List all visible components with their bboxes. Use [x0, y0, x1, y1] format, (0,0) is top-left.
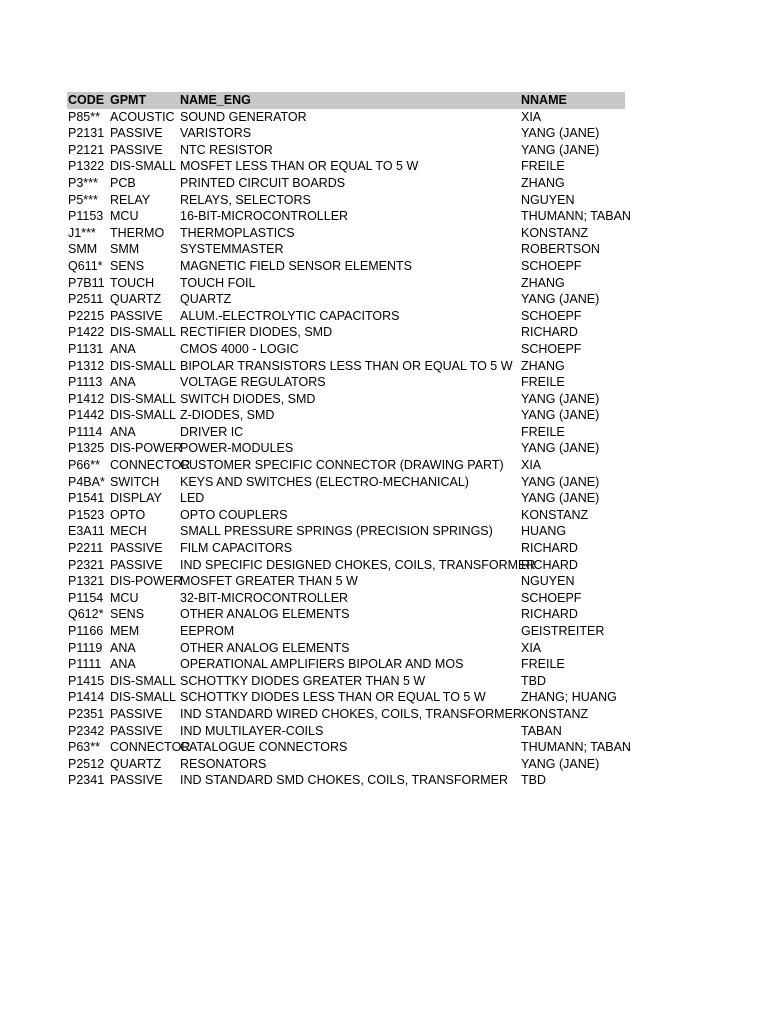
- cell-nname: KONSTANZ: [521, 507, 589, 522]
- table-row: [67, 358, 667, 375]
- cell-gpmt: PASSIVE: [110, 142, 163, 157]
- table-row: [67, 739, 667, 756]
- cell-name-eng: MAGNETIC FIELD SENSOR ELEMENTS: [180, 258, 412, 273]
- cell-code: P1113: [68, 375, 103, 390]
- cell-nname: RICHARD: [521, 607, 578, 622]
- cell-nname: FREILE: [521, 159, 565, 174]
- cell-code: P1412: [68, 391, 105, 406]
- cell-nname: ZHANG: [521, 175, 565, 190]
- table-row: [67, 490, 667, 507]
- cell-gpmt: SMM: [110, 242, 140, 257]
- table-row: [67, 391, 667, 408]
- table-row: [67, 723, 667, 740]
- table-row: [67, 457, 667, 474]
- cell-gpmt: DISPLAY: [110, 491, 162, 506]
- cell-name-eng: RELAYS, SELECTORS: [180, 192, 311, 207]
- cell-nname: SCHOEPF: [521, 341, 582, 356]
- cell-gpmt: DIS-SMALL: [110, 325, 176, 340]
- cell-name-eng: ALUM.-ELECTROLYTIC CAPACITORS: [180, 308, 400, 323]
- cell-gpmt: OPTO: [110, 507, 146, 522]
- cell-nname: FREILE: [521, 657, 565, 672]
- cell-name-eng: CMOS 4000 - LOGIC: [180, 341, 299, 356]
- cell-name-eng: 32-BIT-MICROCONTROLLER: [180, 590, 349, 605]
- cell-code: P63**: [68, 740, 100, 755]
- cell-gpmt: PASSIVE: [110, 773, 163, 788]
- table-row: [67, 275, 667, 292]
- cell-name-eng: POWER-MODULES: [180, 441, 294, 456]
- cell-code: P1166: [68, 624, 104, 638]
- cell-code: J1***: [68, 225, 96, 240]
- cell-nname: YANG (JANE): [521, 474, 600, 489]
- cell-name-eng: OTHER ANALOG ELEMENTS: [180, 640, 350, 655]
- cell-nname: TABAN: [521, 723, 562, 738]
- cell-gpmt: QUARTZ: [110, 292, 162, 307]
- cell-nname: YANG (JANE): [521, 756, 600, 771]
- cell-name-eng: THERMOPLASTICS: [180, 225, 295, 240]
- cell-name-eng: IND MULTILAYER-COILS: [180, 723, 324, 738]
- table-row: [67, 474, 667, 491]
- table-row: [67, 540, 667, 557]
- cell-code: P2211: [68, 541, 104, 556]
- table-row: [67, 640, 667, 657]
- cell-code: P2121: [68, 142, 105, 157]
- cell-nname: THUMANN; TABAN: [521, 209, 631, 224]
- cell-code: P2512: [68, 756, 105, 771]
- cell-gpmt: DIS-SMALL: [110, 690, 176, 705]
- cell-code: P2131: [68, 126, 105, 141]
- cell-nname: XIA: [521, 458, 542, 473]
- table-row: [67, 673, 667, 690]
- cell-name-eng: IND SPECIFIC DESIGNED CHOKES, COILS, TRANSFORMER: [180, 557, 536, 572]
- cell-gpmt: ANA: [110, 341, 136, 356]
- table-row: [67, 158, 667, 175]
- cell-gpmt: RELAY: [110, 192, 151, 207]
- cell-code: P1153: [68, 209, 104, 224]
- table-row: [67, 424, 667, 441]
- table-row: [67, 590, 667, 607]
- cell-name-eng: OPERATIONAL AMPLIFIERS BIPOLAR AND MOS: [180, 657, 464, 672]
- cell-code: P1312: [68, 358, 105, 373]
- table-row: [67, 656, 667, 673]
- cell-code: P1422: [68, 325, 105, 340]
- cell-code: P85**: [68, 109, 100, 124]
- cell-nname: SCHOEPF: [521, 308, 582, 323]
- cell-gpmt: SWITCH: [110, 474, 160, 489]
- table-row: [67, 623, 667, 640]
- cell-name-eng: SYSTEMMASTER: [180, 242, 284, 257]
- cell-name-eng: OPTO COUPLERS: [180, 507, 288, 522]
- cell-name-eng: MOSFET LESS THAN OR EQUAL TO 5 W: [180, 159, 419, 174]
- cell-code: Q612*: [68, 607, 104, 622]
- cell-code: P4BA*: [68, 474, 105, 489]
- cell-gpmt: ANA: [110, 375, 136, 390]
- cell-name-eng: SWITCH DIODES, SMD: [180, 391, 316, 406]
- cell-code: P2351: [68, 706, 105, 721]
- cell-nname: GEISTREITER: [521, 624, 605, 638]
- cell-gpmt: PASSIVE: [110, 557, 163, 572]
- table-row: [67, 241, 667, 258]
- table-row: [67, 706, 667, 723]
- cell-name-eng: LED: [180, 491, 205, 506]
- cell-name-eng: SCHOTTKY DIODES LESS THAN OR EQUAL TO 5 W: [180, 690, 486, 705]
- cell-code: P1325: [68, 441, 105, 456]
- cell-nname: ZHANG; HUANG: [521, 690, 617, 705]
- cell-name-eng: TOUCH FOIL: [180, 275, 256, 290]
- cell-code: P3***: [68, 175, 98, 190]
- cell-code: P1523: [68, 507, 105, 522]
- cell-nname: YANG (JANE): [521, 292, 600, 307]
- cell-code: E3A11: [68, 524, 105, 539]
- cell-gpmt: ACOUSTIC: [110, 109, 175, 124]
- cell-nname: NGUYEN: [521, 192, 575, 207]
- cell-code: P1114: [68, 424, 103, 439]
- table-row: [67, 606, 667, 623]
- cell-code: P1414: [68, 690, 105, 705]
- cell-gpmt: SENS: [110, 607, 145, 622]
- cell-nname: FREILE: [521, 375, 565, 390]
- cell-nname: YANG (JANE): [521, 142, 600, 157]
- cell-gpmt: QUARTZ: [110, 756, 162, 771]
- header-gpmt: GPMT: [110, 93, 147, 107]
- cell-gpmt: MCU: [110, 590, 139, 605]
- cell-nname: XIA: [521, 109, 542, 124]
- header-nname: NNAME: [521, 93, 567, 107]
- cell-name-eng: SMALL PRESSURE SPRINGS (PRECISION SPRINGS): [180, 524, 493, 539]
- table-row: [67, 440, 667, 457]
- table-row: [67, 142, 667, 159]
- cell-nname: FREILE: [521, 424, 565, 439]
- cell-nname: RICHARD: [521, 325, 578, 340]
- cell-name-eng: IND STANDARD SMD CHOKES, COILS, TRANSFORMER: [180, 773, 509, 788]
- cell-name-eng: BIPOLAR TRANSISTORS LESS THAN OR EQUAL TO 5 W: [180, 358, 513, 373]
- table-row: [67, 192, 667, 209]
- cell-nname: ZHANG: [521, 358, 565, 373]
- spreadsheet-table: [67, 92, 667, 789]
- header-code: CODE: [68, 93, 105, 107]
- cell-gpmt: ANA: [110, 640, 136, 655]
- cell-gpmt: PCB: [110, 175, 136, 190]
- cell-name-eng: OTHER ANALOG ELEMENTS: [180, 607, 350, 622]
- cell-gpmt: ANA: [110, 424, 136, 439]
- cell-gpmt: DIS-SMALL: [110, 358, 176, 373]
- table-row: [67, 225, 667, 242]
- cell-name-eng: 16-BIT-MICROCONTROLLER: [180, 209, 349, 224]
- cell-code: P1154: [68, 590, 104, 605]
- cell-nname: KONSTANZ: [521, 225, 589, 240]
- cell-name-eng: VOLTAGE REGULATORS: [180, 375, 326, 390]
- cell-nname: YANG (JANE): [521, 126, 600, 141]
- cell-nname: ZHANG: [521, 275, 565, 290]
- cell-nname: YANG (JANE): [521, 391, 600, 406]
- cell-name-eng: VARISTORS: [180, 126, 252, 141]
- cell-nname: YANG (JANE): [521, 408, 600, 423]
- cell-name-eng: MOSFET GREATER THAN 5 W: [180, 574, 358, 589]
- cell-code: Q611*: [68, 258, 103, 273]
- cell-gpmt: MECH: [110, 524, 147, 539]
- cell-name-eng: FILM CAPACITORS: [180, 541, 293, 556]
- cell-code: P2321: [68, 557, 105, 572]
- cell-nname: SCHOEPF: [521, 590, 582, 605]
- table-row: [67, 109, 667, 126]
- cell-name-eng: QUARTZ: [180, 292, 232, 307]
- cell-gpmt: DIS-POWER: [110, 441, 183, 456]
- cell-gpmt: TOUCH: [110, 275, 155, 290]
- cell-gpmt: CONNECTOR: [110, 740, 191, 755]
- cell-name-eng: NTC RESISTOR: [180, 142, 273, 157]
- cell-nname: RICHARD: [521, 541, 578, 556]
- cell-nname: XIA: [521, 640, 542, 655]
- cell-code: P7B11: [68, 275, 105, 290]
- cell-gpmt: DIS-SMALL: [110, 673, 176, 688]
- cell-gpmt: DIS-SMALL: [110, 391, 176, 406]
- cell-nname: ROBERTSON: [521, 242, 600, 257]
- cell-name-eng: PRINTED CIRCUIT BOARDS: [180, 175, 346, 190]
- cell-name-eng: RECTIFIER DIODES, SMD: [180, 325, 333, 340]
- cell-code: P1415: [68, 673, 105, 688]
- table-header-row: [67, 92, 625, 109]
- cell-code: P1119: [68, 640, 103, 655]
- cell-gpmt: MEM: [110, 624, 140, 638]
- cell-code: P1541: [68, 491, 105, 506]
- cell-name-eng: CATALOGUE CONNECTORS: [180, 740, 348, 755]
- cell-name-eng: KEYS AND SWITCHES (ELECTRO-MECHANICAL): [180, 474, 469, 489]
- cell-nname: TBD: [521, 673, 546, 688]
- cell-nname: YANG (JANE): [521, 441, 600, 456]
- table-row: [67, 756, 667, 773]
- cell-nname: THUMANN; TABAN: [521, 740, 631, 755]
- table-row: [67, 407, 667, 424]
- cell-name-eng: IND STANDARD WIRED CHOKES, COILS, TRANSFORMER: [180, 706, 522, 721]
- cell-gpmt: DIS-POWER: [110, 574, 183, 589]
- cell-gpmt: ANA: [110, 657, 136, 672]
- cell-name-eng: EEPROM: [180, 624, 235, 638]
- cell-name-eng: DRIVER IC: [180, 424, 244, 439]
- table-body: [67, 109, 667, 789]
- cell-code: P1131: [68, 341, 104, 356]
- table-row: [67, 374, 667, 391]
- table-row: [67, 772, 667, 789]
- cell-code: P2342: [68, 723, 105, 738]
- cell-name-eng: SCHOTTKY DIODES GREATER THAN 5 W: [180, 673, 426, 688]
- table-row: [67, 125, 667, 142]
- table-row: [67, 291, 667, 308]
- cell-name-eng: CUSTOMER SPECIFIC CONNECTOR (DRAWING PART): [180, 458, 504, 473]
- table-row: [67, 507, 667, 524]
- cell-code: P66**: [68, 458, 100, 473]
- cell-code: P5***: [68, 192, 98, 207]
- table-row: [67, 557, 667, 574]
- table-row: [67, 208, 667, 225]
- cell-nname: HUANG: [521, 524, 567, 539]
- cell-code: P1111: [68, 657, 102, 672]
- cell-name-eng: Z-DIODES, SMD: [180, 408, 275, 423]
- cell-nname: SCHOEPF: [521, 258, 582, 273]
- cell-gpmt: PASSIVE: [110, 308, 163, 323]
- table-row: [67, 523, 667, 540]
- cell-code: P2215: [68, 308, 105, 323]
- table-row: [67, 689, 667, 706]
- cell-nname: YANG (JANE): [521, 491, 600, 506]
- table-row: [67, 308, 667, 325]
- cell-nname: TBD: [521, 773, 546, 788]
- cell-code: SMM: [68, 242, 98, 257]
- table-row: [67, 573, 667, 590]
- cell-code: P1442: [68, 408, 105, 423]
- cell-nname: KONSTANZ: [521, 706, 589, 721]
- cell-nname: RICHARD: [521, 557, 578, 572]
- table-row: [67, 175, 667, 192]
- table-row: [67, 324, 667, 341]
- cell-gpmt: SENS: [110, 258, 145, 273]
- cell-gpmt: PASSIVE: [110, 541, 163, 556]
- cell-code: P1321: [68, 574, 105, 589]
- table-row: [67, 258, 667, 275]
- cell-name-eng: SOUND GENERATOR: [180, 109, 307, 124]
- cell-gpmt: PASSIVE: [110, 126, 163, 141]
- table-row: [67, 341, 667, 358]
- header-name-eng: NAME_ENG: [180, 93, 251, 107]
- cell-gpmt: CONNECTOR: [110, 458, 191, 473]
- cell-gpmt: DIS-SMALL: [110, 408, 176, 423]
- cell-gpmt: THERMO: [110, 225, 165, 240]
- cell-gpmt: DIS-SMALL: [110, 159, 176, 174]
- cell-name-eng: RESONATORS: [180, 756, 267, 771]
- cell-gpmt: PASSIVE: [110, 723, 163, 738]
- cell-code: P1322: [68, 159, 105, 174]
- cell-gpmt: PASSIVE: [110, 706, 163, 721]
- cell-code: P2511: [68, 292, 104, 307]
- cell-nname: NGUYEN: [521, 574, 575, 589]
- cell-code: P2341: [68, 773, 105, 788]
- cell-gpmt: MCU: [110, 209, 139, 224]
